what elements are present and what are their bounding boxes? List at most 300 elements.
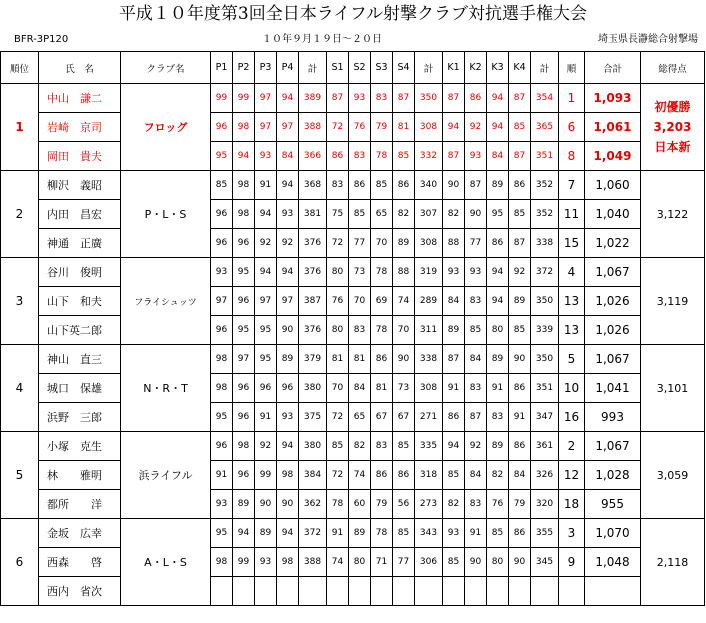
table-row xyxy=(1,258,705,287)
score-cell: 347 xyxy=(531,403,559,432)
team-rank: 3 xyxy=(1,258,39,345)
score-cell: 90 xyxy=(465,200,487,229)
score-cell: 94 xyxy=(443,432,465,461)
score-cell: 94 xyxy=(255,200,277,229)
column-header: P4 xyxy=(277,52,299,84)
score-cell: 72 xyxy=(327,403,349,432)
score-cell: 80 xyxy=(487,316,509,345)
score-cell: 82 xyxy=(393,200,415,229)
table-row xyxy=(1,113,705,142)
score-cell: 361 xyxy=(531,432,559,461)
score-cell: 73 xyxy=(393,374,415,403)
column-header: S3 xyxy=(371,52,393,84)
score-cell: 89 xyxy=(487,345,509,374)
score-cell: 95 xyxy=(233,258,255,287)
score-cell: 90 xyxy=(465,548,487,577)
score-cell: 89 xyxy=(487,171,509,200)
individual-place: 16 xyxy=(559,403,585,432)
score-cell: 81 xyxy=(393,113,415,142)
score-cell xyxy=(371,577,393,606)
score-cell: 368 xyxy=(299,171,327,200)
individual-total: 1,049 xyxy=(585,142,641,171)
score-cell: 83 xyxy=(349,316,371,345)
venue: 埼玉県長瀞総合射撃場 xyxy=(598,34,698,45)
score-cell: 319 xyxy=(415,258,443,287)
score-cell: 87 xyxy=(465,171,487,200)
table-row xyxy=(1,519,705,548)
event-code: BFR-3P120 xyxy=(14,34,69,45)
score-cell: 83 xyxy=(465,287,487,316)
shooter-name: 西森 啓 xyxy=(39,548,121,577)
score-cell: 326 xyxy=(531,461,559,490)
score-cell: 379 xyxy=(299,345,327,374)
score-cell: 86 xyxy=(487,229,509,258)
results-table xyxy=(0,51,705,606)
score-cell: 95 xyxy=(211,519,233,548)
table-row xyxy=(1,432,705,461)
individual-place: 12 xyxy=(559,461,585,490)
score-cell: 98 xyxy=(233,200,255,229)
column-header: S2 xyxy=(349,52,371,84)
individual-total: 955 xyxy=(585,490,641,519)
score-cell: 98 xyxy=(211,345,233,374)
score-cell xyxy=(487,577,509,606)
score-cell: 335 xyxy=(415,432,443,461)
individual-total: 1,026 xyxy=(585,316,641,345)
shooter-name: 城口 保雄 xyxy=(39,374,121,403)
score-cell: 350 xyxy=(531,345,559,374)
table-row xyxy=(1,490,705,519)
score-cell: 76 xyxy=(327,287,349,316)
score-cell: 97 xyxy=(211,287,233,316)
score-cell: 99 xyxy=(211,84,233,113)
score-cell: 376 xyxy=(299,258,327,287)
score-cell: 94 xyxy=(233,142,255,171)
score-cell: 289 xyxy=(415,287,443,316)
score-cell: 95 xyxy=(255,316,277,345)
club-name: フロッグ xyxy=(121,84,211,171)
score-cell: 87 xyxy=(327,84,349,113)
score-cell xyxy=(299,577,327,606)
score-cell: 83 xyxy=(487,403,509,432)
score-cell: 307 xyxy=(415,200,443,229)
individual-total: 1,026 xyxy=(585,287,641,316)
score-cell: 320 xyxy=(531,490,559,519)
score-cell: 81 xyxy=(371,374,393,403)
score-cell: 78 xyxy=(371,519,393,548)
club-name: N・R・T xyxy=(121,345,211,432)
column-header: 計 xyxy=(531,52,559,84)
score-cell: 98 xyxy=(211,548,233,577)
score-cell: 351 xyxy=(531,374,559,403)
score-cell: 77 xyxy=(349,229,371,258)
score-cell: 94 xyxy=(277,258,299,287)
score-cell: 84 xyxy=(277,142,299,171)
score-cell: 94 xyxy=(487,84,509,113)
column-header: 氏 名 xyxy=(39,52,121,84)
score-cell: 92 xyxy=(255,432,277,461)
score-cell: 69 xyxy=(371,287,393,316)
score-cell: 94 xyxy=(277,519,299,548)
honor-line: 初優勝 xyxy=(654,100,691,114)
individual-place xyxy=(559,577,585,606)
individual-total: 1,022 xyxy=(585,229,641,258)
score-cell: 73 xyxy=(349,258,371,287)
score-cell: 388 xyxy=(299,113,327,142)
score-cell xyxy=(415,577,443,606)
score-cell: 93 xyxy=(211,490,233,519)
individual-place: 18 xyxy=(559,490,585,519)
score-cell: 87 xyxy=(393,84,415,113)
table-row xyxy=(1,200,705,229)
team-honors xyxy=(641,84,705,171)
score-cell: 86 xyxy=(509,374,531,403)
score-cell: 96 xyxy=(233,229,255,258)
score-cell: 81 xyxy=(327,345,349,374)
score-cell: 91 xyxy=(327,519,349,548)
score-cell: 94 xyxy=(443,113,465,142)
column-header: 合計 xyxy=(585,52,641,84)
score-cell: 85 xyxy=(509,316,531,345)
individual-total: 1,061 xyxy=(585,113,641,142)
score-cell: 85 xyxy=(211,171,233,200)
score-cell: 79 xyxy=(371,490,393,519)
score-cell: 80 xyxy=(487,548,509,577)
score-cell: 96 xyxy=(255,374,277,403)
score-cell: 308 xyxy=(415,229,443,258)
score-cell: 90 xyxy=(509,548,531,577)
score-cell: 91 xyxy=(443,374,465,403)
score-cell: 98 xyxy=(233,171,255,200)
score-cell: 306 xyxy=(415,548,443,577)
individual-total: 1,067 xyxy=(585,345,641,374)
score-cell: 94 xyxy=(487,258,509,287)
individual-total: 1,040 xyxy=(585,200,641,229)
score-cell xyxy=(233,577,255,606)
score-cell: 86 xyxy=(371,461,393,490)
score-cell: 75 xyxy=(327,200,349,229)
score-cell: 94 xyxy=(255,258,277,287)
score-cell: 96 xyxy=(233,374,255,403)
shooter-name: 神山 直三 xyxy=(39,345,121,374)
score-cell: 87 xyxy=(443,142,465,171)
individual-total: 1,070 xyxy=(585,519,641,548)
score-cell: 273 xyxy=(415,490,443,519)
score-cell xyxy=(465,577,487,606)
table-row xyxy=(1,548,705,577)
column-header: クラブ名 xyxy=(121,52,211,84)
column-header: S4 xyxy=(393,52,415,84)
score-cell: 94 xyxy=(487,113,509,142)
score-cell: 389 xyxy=(299,84,327,113)
individual-place: 2 xyxy=(559,432,585,461)
team-rank: 2 xyxy=(1,171,39,258)
score-cell: 91 xyxy=(465,519,487,548)
individual-total: 1,028 xyxy=(585,461,641,490)
score-cell: 74 xyxy=(393,287,415,316)
score-cell: 84 xyxy=(465,461,487,490)
score-cell: 90 xyxy=(255,490,277,519)
score-cell: 375 xyxy=(299,403,327,432)
score-cell: 83 xyxy=(327,171,349,200)
score-cell: 85 xyxy=(393,519,415,548)
score-cell: 74 xyxy=(349,461,371,490)
score-cell: 74 xyxy=(327,548,349,577)
score-cell: 70 xyxy=(371,229,393,258)
score-cell: 82 xyxy=(349,432,371,461)
score-cell: 372 xyxy=(531,258,559,287)
score-cell: 93 xyxy=(465,258,487,287)
individual-total: 1,048 xyxy=(585,548,641,577)
score-cell: 376 xyxy=(299,229,327,258)
score-cell: 77 xyxy=(393,548,415,577)
header-row xyxy=(1,52,705,84)
score-cell: 72 xyxy=(327,229,349,258)
score-cell: 85 xyxy=(349,200,371,229)
score-cell: 89 xyxy=(233,490,255,519)
score-cell: 308 xyxy=(415,113,443,142)
score-cell: 87 xyxy=(509,142,531,171)
score-cell: 98 xyxy=(277,548,299,577)
score-cell: 92 xyxy=(277,229,299,258)
score-cell: 97 xyxy=(255,287,277,316)
honor-line: 3,203 xyxy=(653,120,692,134)
score-cell: 86 xyxy=(349,171,371,200)
score-cell: 97 xyxy=(255,113,277,142)
column-header: 計 xyxy=(299,52,327,84)
table-row xyxy=(1,577,705,606)
score-cell: 91 xyxy=(255,171,277,200)
table-row xyxy=(1,84,705,113)
score-cell xyxy=(349,577,371,606)
column-header: K4 xyxy=(509,52,531,84)
table-row xyxy=(1,287,705,316)
score-cell: 380 xyxy=(299,432,327,461)
shooter-name: 山下英二郎 xyxy=(39,316,121,345)
individual-place: 8 xyxy=(559,142,585,171)
score-cell: 94 xyxy=(277,432,299,461)
score-cell xyxy=(509,577,531,606)
score-cell: 90 xyxy=(509,345,531,374)
individual-total: 1,067 xyxy=(585,258,641,287)
score-cell: 90 xyxy=(393,345,415,374)
shooter-name: 内田 昌宏 xyxy=(39,200,121,229)
shooter-name: 岩崎 京司 xyxy=(39,113,121,142)
score-cell: 85 xyxy=(443,548,465,577)
score-cell: 343 xyxy=(415,519,443,548)
score-cell xyxy=(393,577,415,606)
score-cell: 65 xyxy=(349,403,371,432)
score-cell: 384 xyxy=(299,461,327,490)
score-cell: 86 xyxy=(393,171,415,200)
score-cell: 87 xyxy=(443,345,465,374)
score-cell: 91 xyxy=(211,461,233,490)
score-cell: 350 xyxy=(531,287,559,316)
team-grand-total: 3,119 xyxy=(641,258,705,345)
individual-total: 1,093 xyxy=(585,84,641,113)
team-grand-total: 3,101 xyxy=(641,345,705,432)
score-cell: 85 xyxy=(509,200,531,229)
score-cell: 98 xyxy=(211,374,233,403)
score-cell: 56 xyxy=(393,490,415,519)
score-cell: 340 xyxy=(415,171,443,200)
table-row xyxy=(1,461,705,490)
score-cell: 85 xyxy=(393,432,415,461)
score-cell: 86 xyxy=(509,519,531,548)
score-cell: 79 xyxy=(509,490,531,519)
score-cell: 338 xyxy=(531,229,559,258)
score-cell: 354 xyxy=(531,84,559,113)
score-cell: 93 xyxy=(349,84,371,113)
score-cell: 89 xyxy=(349,519,371,548)
score-cell: 86 xyxy=(509,432,531,461)
score-cell: 97 xyxy=(233,345,255,374)
score-cell: 96 xyxy=(233,287,255,316)
score-cell: 93 xyxy=(211,258,233,287)
team-grand-total: 2,118 xyxy=(641,519,705,606)
score-cell: 311 xyxy=(415,316,443,345)
team-rank: 6 xyxy=(1,519,39,606)
score-cell: 332 xyxy=(415,142,443,171)
score-cell: 71 xyxy=(371,548,393,577)
table-row xyxy=(1,374,705,403)
team-rank: 5 xyxy=(1,432,39,519)
score-cell: 96 xyxy=(211,316,233,345)
column-header: P3 xyxy=(255,52,277,84)
score-cell: 93 xyxy=(277,200,299,229)
individual-place: 15 xyxy=(559,229,585,258)
score-cell: 308 xyxy=(415,374,443,403)
shooter-name: 西内 省次 xyxy=(39,577,121,606)
shooter-name: 柳沢 義昭 xyxy=(39,171,121,200)
event-date: １０年９月１９日～２０日 xyxy=(262,34,382,45)
score-cell: 345 xyxy=(531,548,559,577)
shooter-name: 中山 謙二 xyxy=(39,84,121,113)
page-title: 平成１０年度第3回全日本ライフル射撃クラブ対抗選手権大会 xyxy=(118,4,588,24)
score-cell: 87 xyxy=(509,229,531,258)
score-cell: 92 xyxy=(465,113,487,142)
score-cell: 82 xyxy=(443,200,465,229)
score-cell: 60 xyxy=(349,490,371,519)
score-cell: 99 xyxy=(233,84,255,113)
score-cell: 85 xyxy=(327,432,349,461)
score-cell: 76 xyxy=(349,113,371,142)
score-cell: 67 xyxy=(371,403,393,432)
score-cell: 72 xyxy=(327,461,349,490)
score-cell: 95 xyxy=(255,345,277,374)
score-cell: 70 xyxy=(327,374,349,403)
individual-place: 6 xyxy=(559,113,585,142)
score-cell: 365 xyxy=(531,113,559,142)
shooter-name: 岡田 貴夫 xyxy=(39,142,121,171)
score-cell: 85 xyxy=(509,113,531,142)
score-cell: 99 xyxy=(255,461,277,490)
score-cell: 95 xyxy=(211,403,233,432)
score-cell: 352 xyxy=(531,171,559,200)
score-cell: 83 xyxy=(371,432,393,461)
score-cell: 85 xyxy=(393,142,415,171)
score-cell: 85 xyxy=(487,519,509,548)
shooter-name: 小塚 克生 xyxy=(39,432,121,461)
team-rank: 4 xyxy=(1,345,39,432)
club-name: フライシュッツ xyxy=(121,258,211,345)
table-row xyxy=(1,403,705,432)
score-cell: 92 xyxy=(255,229,277,258)
score-cell: 98 xyxy=(277,461,299,490)
score-cell: 84 xyxy=(487,142,509,171)
score-cell: 97 xyxy=(255,84,277,113)
score-cell: 86 xyxy=(465,84,487,113)
score-cell: 82 xyxy=(443,490,465,519)
score-cell: 94 xyxy=(233,519,255,548)
individual-place: 10 xyxy=(559,374,585,403)
shooter-name: 谷川 俊明 xyxy=(39,258,121,287)
score-cell xyxy=(327,577,349,606)
table-row xyxy=(1,316,705,345)
club-name: 浜ライフル xyxy=(121,432,211,519)
score-cell: 366 xyxy=(299,142,327,171)
team-grand-total: 3,059 xyxy=(641,432,705,519)
score-cell: 91 xyxy=(509,403,531,432)
individual-total: 1,060 xyxy=(585,171,641,200)
score-cell: 271 xyxy=(415,403,443,432)
individual-place: 3 xyxy=(559,519,585,548)
score-cell: 388 xyxy=(299,548,327,577)
score-cell: 87 xyxy=(443,84,465,113)
score-cell: 81 xyxy=(349,345,371,374)
shooter-name: 都所 洋 xyxy=(39,490,121,519)
score-cell: 93 xyxy=(443,519,465,548)
individual-place: 9 xyxy=(559,548,585,577)
score-cell: 339 xyxy=(531,316,559,345)
score-cell: 380 xyxy=(299,374,327,403)
score-cell: 97 xyxy=(277,287,299,316)
score-cell: 88 xyxy=(393,258,415,287)
score-cell: 76 xyxy=(487,490,509,519)
score-cell: 85 xyxy=(443,461,465,490)
score-cell: 355 xyxy=(531,519,559,548)
individual-place: 11 xyxy=(559,200,585,229)
score-cell: 86 xyxy=(371,345,393,374)
score-cell: 338 xyxy=(415,345,443,374)
score-cell: 94 xyxy=(277,84,299,113)
individual-place: 13 xyxy=(559,316,585,345)
score-cell: 89 xyxy=(509,287,531,316)
score-cell: 84 xyxy=(349,374,371,403)
individual-total: 1,041 xyxy=(585,374,641,403)
score-cell: 351 xyxy=(531,142,559,171)
individual-place: 1 xyxy=(559,84,585,113)
score-cell: 77 xyxy=(465,229,487,258)
individual-place: 7 xyxy=(559,171,585,200)
score-cell xyxy=(211,577,233,606)
shooter-name: 山下 和夫 xyxy=(39,287,121,316)
score-cell: 96 xyxy=(211,113,233,142)
score-cell: 381 xyxy=(299,200,327,229)
score-cell: 89 xyxy=(255,519,277,548)
score-cell: 83 xyxy=(371,84,393,113)
score-cell: 89 xyxy=(443,316,465,345)
column-header: P2 xyxy=(233,52,255,84)
score-cell: 80 xyxy=(327,316,349,345)
score-cell: 93 xyxy=(255,142,277,171)
score-cell: 87 xyxy=(465,403,487,432)
table-row xyxy=(1,345,705,374)
score-cell: 372 xyxy=(299,519,327,548)
score-cell: 89 xyxy=(487,432,509,461)
score-cell: 93 xyxy=(465,142,487,171)
score-cell: 92 xyxy=(509,258,531,287)
